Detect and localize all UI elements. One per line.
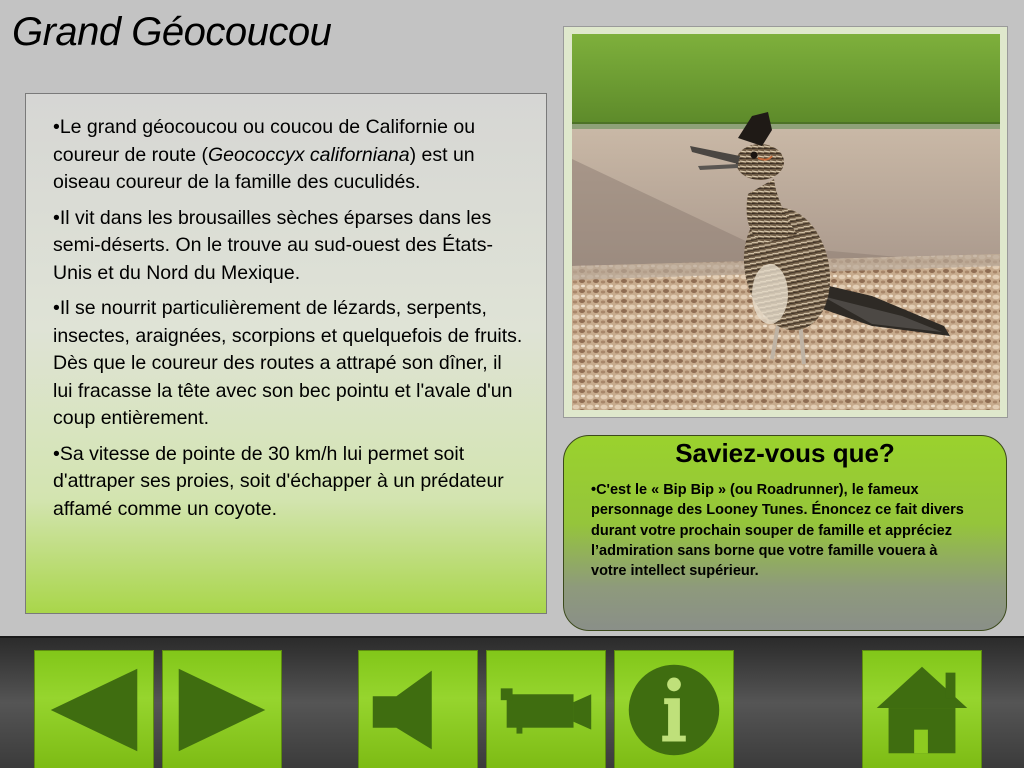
scientific-name: Geococcyx californiana [208, 143, 410, 166]
paragraph-text: ) est un oiseau coureur de la famille des cuculidés. [53, 143, 475, 193]
paragraph-description [53, 114, 524, 197]
speaker-icon [359, 651, 477, 768]
paragraph-text: •Il se nourrit particulièrement de lézards, serpents, insectes, araignées, scorpions et quelquefois de fruits. [53, 297, 523, 347]
page-title: Grand Géocoucou [12, 10, 332, 54]
previous-arrow-icon [35, 651, 153, 768]
video-button[interactable] [486, 650, 606, 768]
text-panel [25, 93, 547, 614]
paragraph-speed: •Sa vitesse de pointe de 30 km/h lui permet soit d'attraper ses proies, soit d'échapper à un prédateur affamé comme un coyote. [53, 442, 504, 520]
previous-button[interactable] [34, 650, 154, 768]
did-you-know-text: •C'est le « Bip Bip » (ou Roadrunner), le fameux personnage des Looney Tunes. Énoncez ce fait divers durant votre prochain souper de famille et appréciez l’admiration sans borne que votre famille vouera à votre intellect supérieur. [591, 482, 964, 580]
next-button[interactable] [162, 650, 282, 768]
video-camera-icon [487, 651, 605, 768]
info-icon [615, 651, 733, 768]
bottom-toolbar [0, 636, 1024, 768]
paragraph-diet [53, 295, 524, 433]
home-icon [863, 651, 981, 768]
paragraph-text: Dès que le coureur des routes a attrapé son dîner, il lui fracasse la tête avec son bec pointu et l'avale d'un coup entièrement. [53, 352, 513, 429]
did-you-know-title: Saviez-vous que? [675, 438, 895, 468]
paragraph-habitat: •Il vit dans les brousailles sèches éparses dans les semi-déserts. On le trouve au sud-ouest des États-Unis et du Nord du Mexique. [53, 206, 494, 284]
next-arrow-icon [163, 651, 281, 768]
info-button[interactable] [614, 650, 734, 768]
did-you-know-box [563, 435, 1007, 631]
roadrunner-photo [572, 34, 1000, 410]
home-button[interactable] [862, 650, 982, 768]
audio-button[interactable] [358, 650, 478, 768]
roadrunner-photo-frame [563, 26, 1008, 418]
paragraph-text: •Le grand géocoucou ou coucou de Californie ou coureur de route ( [53, 116, 476, 166]
